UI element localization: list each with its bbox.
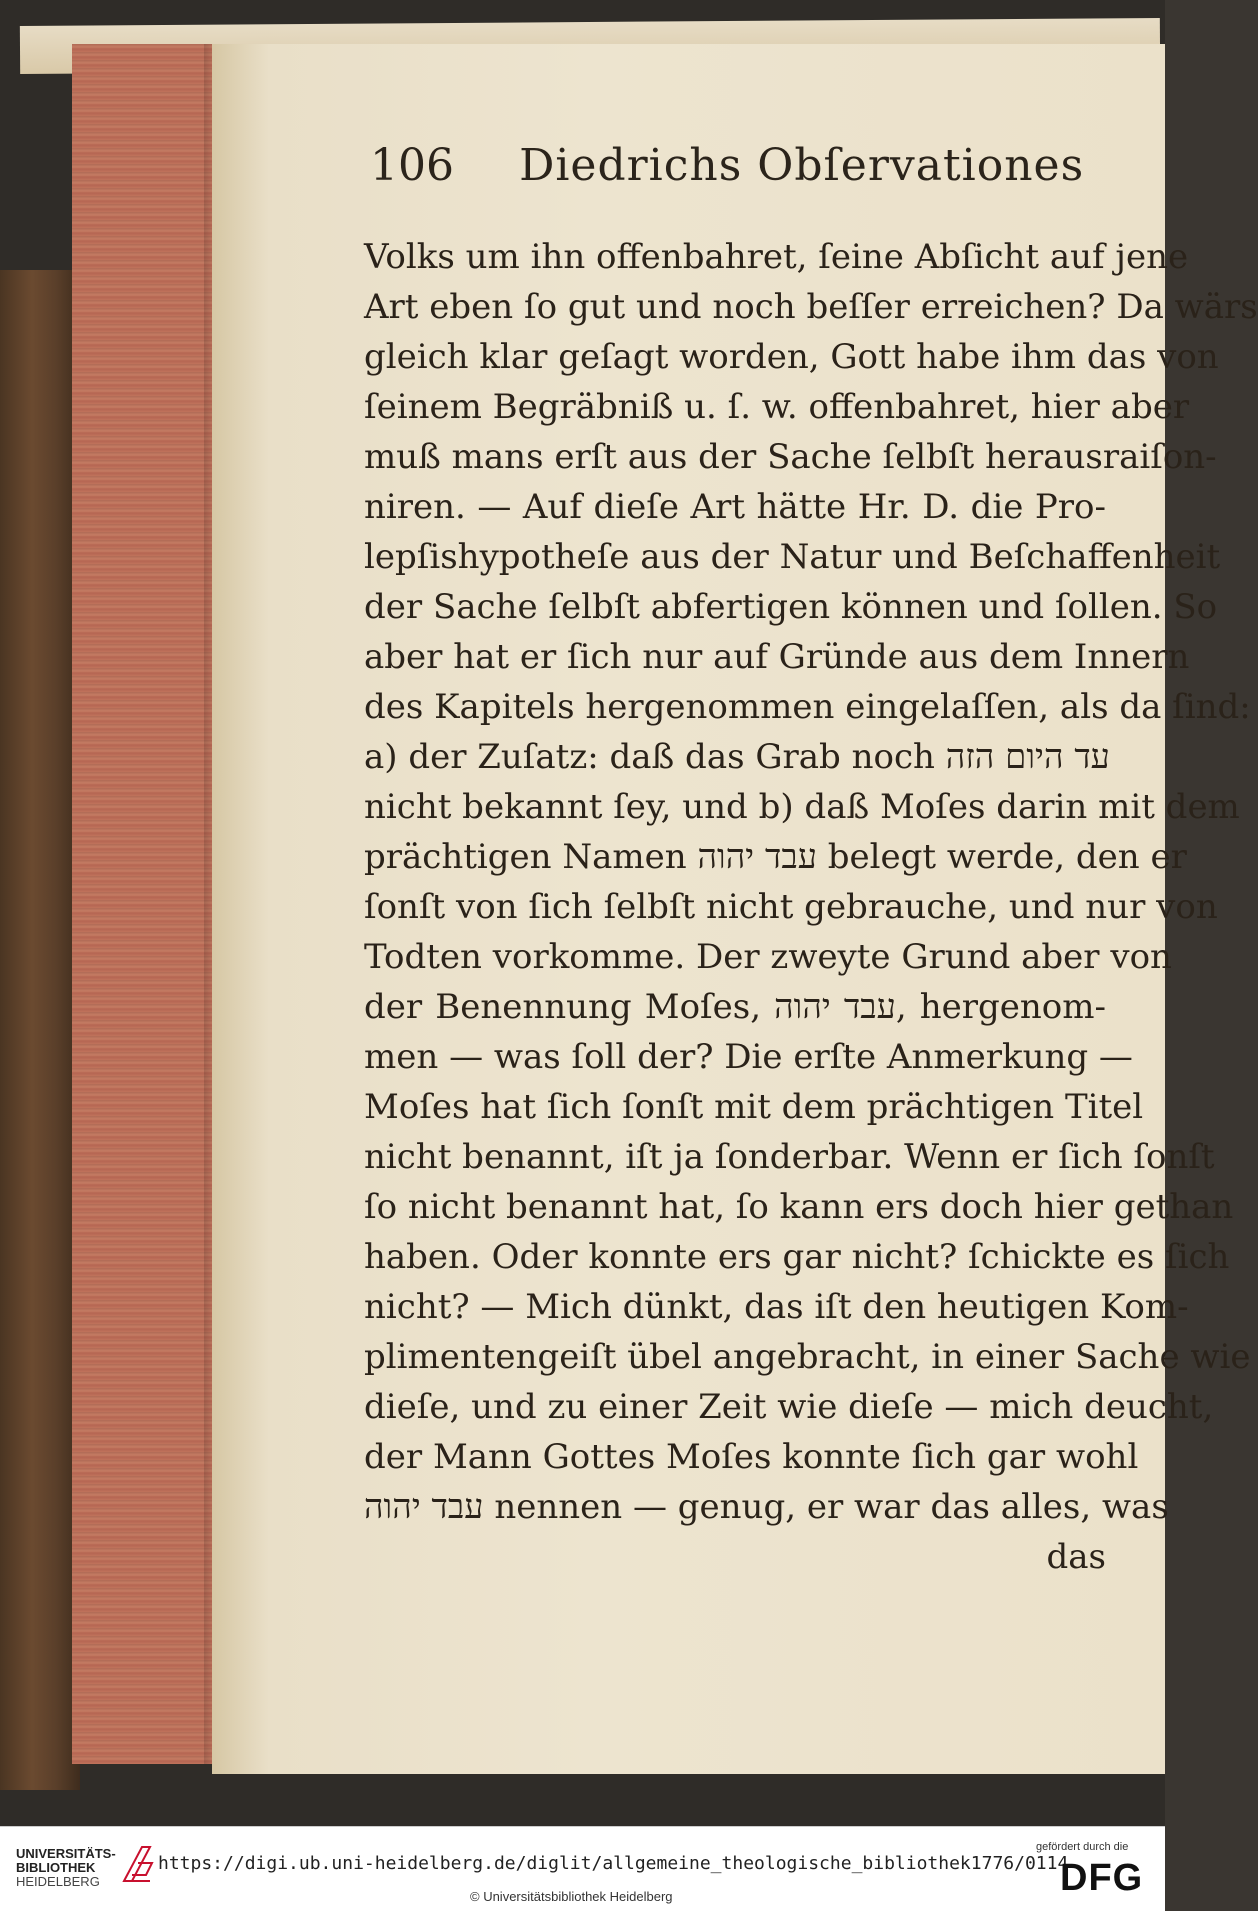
library-name-line3: HEIDELBERG [16, 1874, 100, 1889]
dfg-logo[interactable]: DFG [1060, 1857, 1144, 1899]
text-line: prächtigen Namen עבד יהוה belegt werde, den er [364, 837, 1187, 877]
text-line: nicht? — Mich dünkt, das iſt den heutigen Kom- [364, 1287, 1189, 1327]
library-emblem-icon [120, 1843, 156, 1885]
text-line: der Benennung Moſes, עבד יהוה, hergenom- [364, 987, 1106, 1027]
page-number: 106 [370, 140, 454, 191]
library-name-line2: BIBLIOTHEK [16, 1860, 96, 1875]
text-line: ſo nicht benannt hat, ſo kann ers doch hier gethan [364, 1187, 1234, 1227]
text-line: plimentengeiſt übel angebracht, in einer Sache wie [364, 1337, 1251, 1377]
text-line: muß mans erſt aus der Sache ſelbſt herausraiſon- [364, 437, 1217, 477]
text-line: ſonſt von ſich ſelbſt nicht gebrauche, und nur von [364, 887, 1218, 927]
copyright-notice: © Universitätsbibliothek Heidelberg [470, 1889, 673, 1904]
text-line: Volks um ihn offenbahret, ſeine Abſicht auf jene [364, 237, 1189, 277]
text-line: ſeinem Begräbniß u. ſ. w. offenbahret, hier aber [364, 387, 1190, 427]
text-line: Todten vorkomme. Der zweyte Grund aber von [364, 937, 1172, 977]
text-line: gleich klar geſagt worden, Gott habe ihm das von [364, 337, 1219, 377]
text-line: עבד יהוה nennen — genug, er war das alles, was [364, 1487, 1169, 1527]
text-line: der Mann Gottes Moſes konnte ſich gar wohl [364, 1437, 1139, 1477]
book-cover-left [0, 270, 80, 1790]
running-header [370, 140, 1084, 200]
catchword: das [1046, 1537, 1106, 1577]
permalink-url[interactable]: https://digi.ub.uni-heidelberg.de/diglit/allgemeine_theologische_bibliothek1776/0114 [158, 1853, 1069, 1874]
text-line: men — was ſoll der? Die erſte Anmerkung — [364, 1037, 1133, 1077]
text-line: nicht benannt, iſt ja ſonderbar. Wenn er ſich ſonſt [364, 1137, 1215, 1177]
running-title: Diedrichs Obſervationes [519, 140, 1085, 191]
library-name-line1: UNIVERSITÄTS- [16, 1846, 116, 1861]
text-line: lepſishypotheſe aus der Natur und Beſchaffenheit [364, 537, 1221, 577]
text-line: haben. Oder konnte ers gar nicht? ſchickte es ſich [364, 1237, 1230, 1277]
viewer-footer [0, 1826, 1165, 1911]
text-line: nicht bekannt ſey, und b) daß Moſes darin mit dem [364, 787, 1240, 827]
text-line: der Sache ſelbſt abfertigen können und ſollen. So [364, 587, 1218, 627]
text-line: des Kapitels hergenommen eingelaſſen, als da ſind: [364, 687, 1251, 727]
page-edge [72, 44, 214, 1764]
text-line: aber hat er ſich nur auf Gründe aus dem Innern [364, 637, 1190, 677]
text-line: dieſe, und zu einer Zeit wie dieſe — mich deucht, [364, 1387, 1214, 1427]
text-line: Art eben ſo gut und noch beſſer erreichen? Da wärs [364, 287, 1258, 327]
funding-note: gefördert durch die [1036, 1841, 1129, 1853]
text-line: Moſes hat ſich ſonſt mit dem prächtigen Titel [364, 1087, 1144, 1127]
text-line: niren. — Auf dieſe Art hätte Hr. D. die Pro- [364, 487, 1106, 527]
body-text [364, 232, 1258, 1582]
text-line: a) der Zuſatz: daß das Grab noch עד היום הזה [364, 737, 1110, 777]
library-logo[interactable] [16, 1847, 116, 1889]
